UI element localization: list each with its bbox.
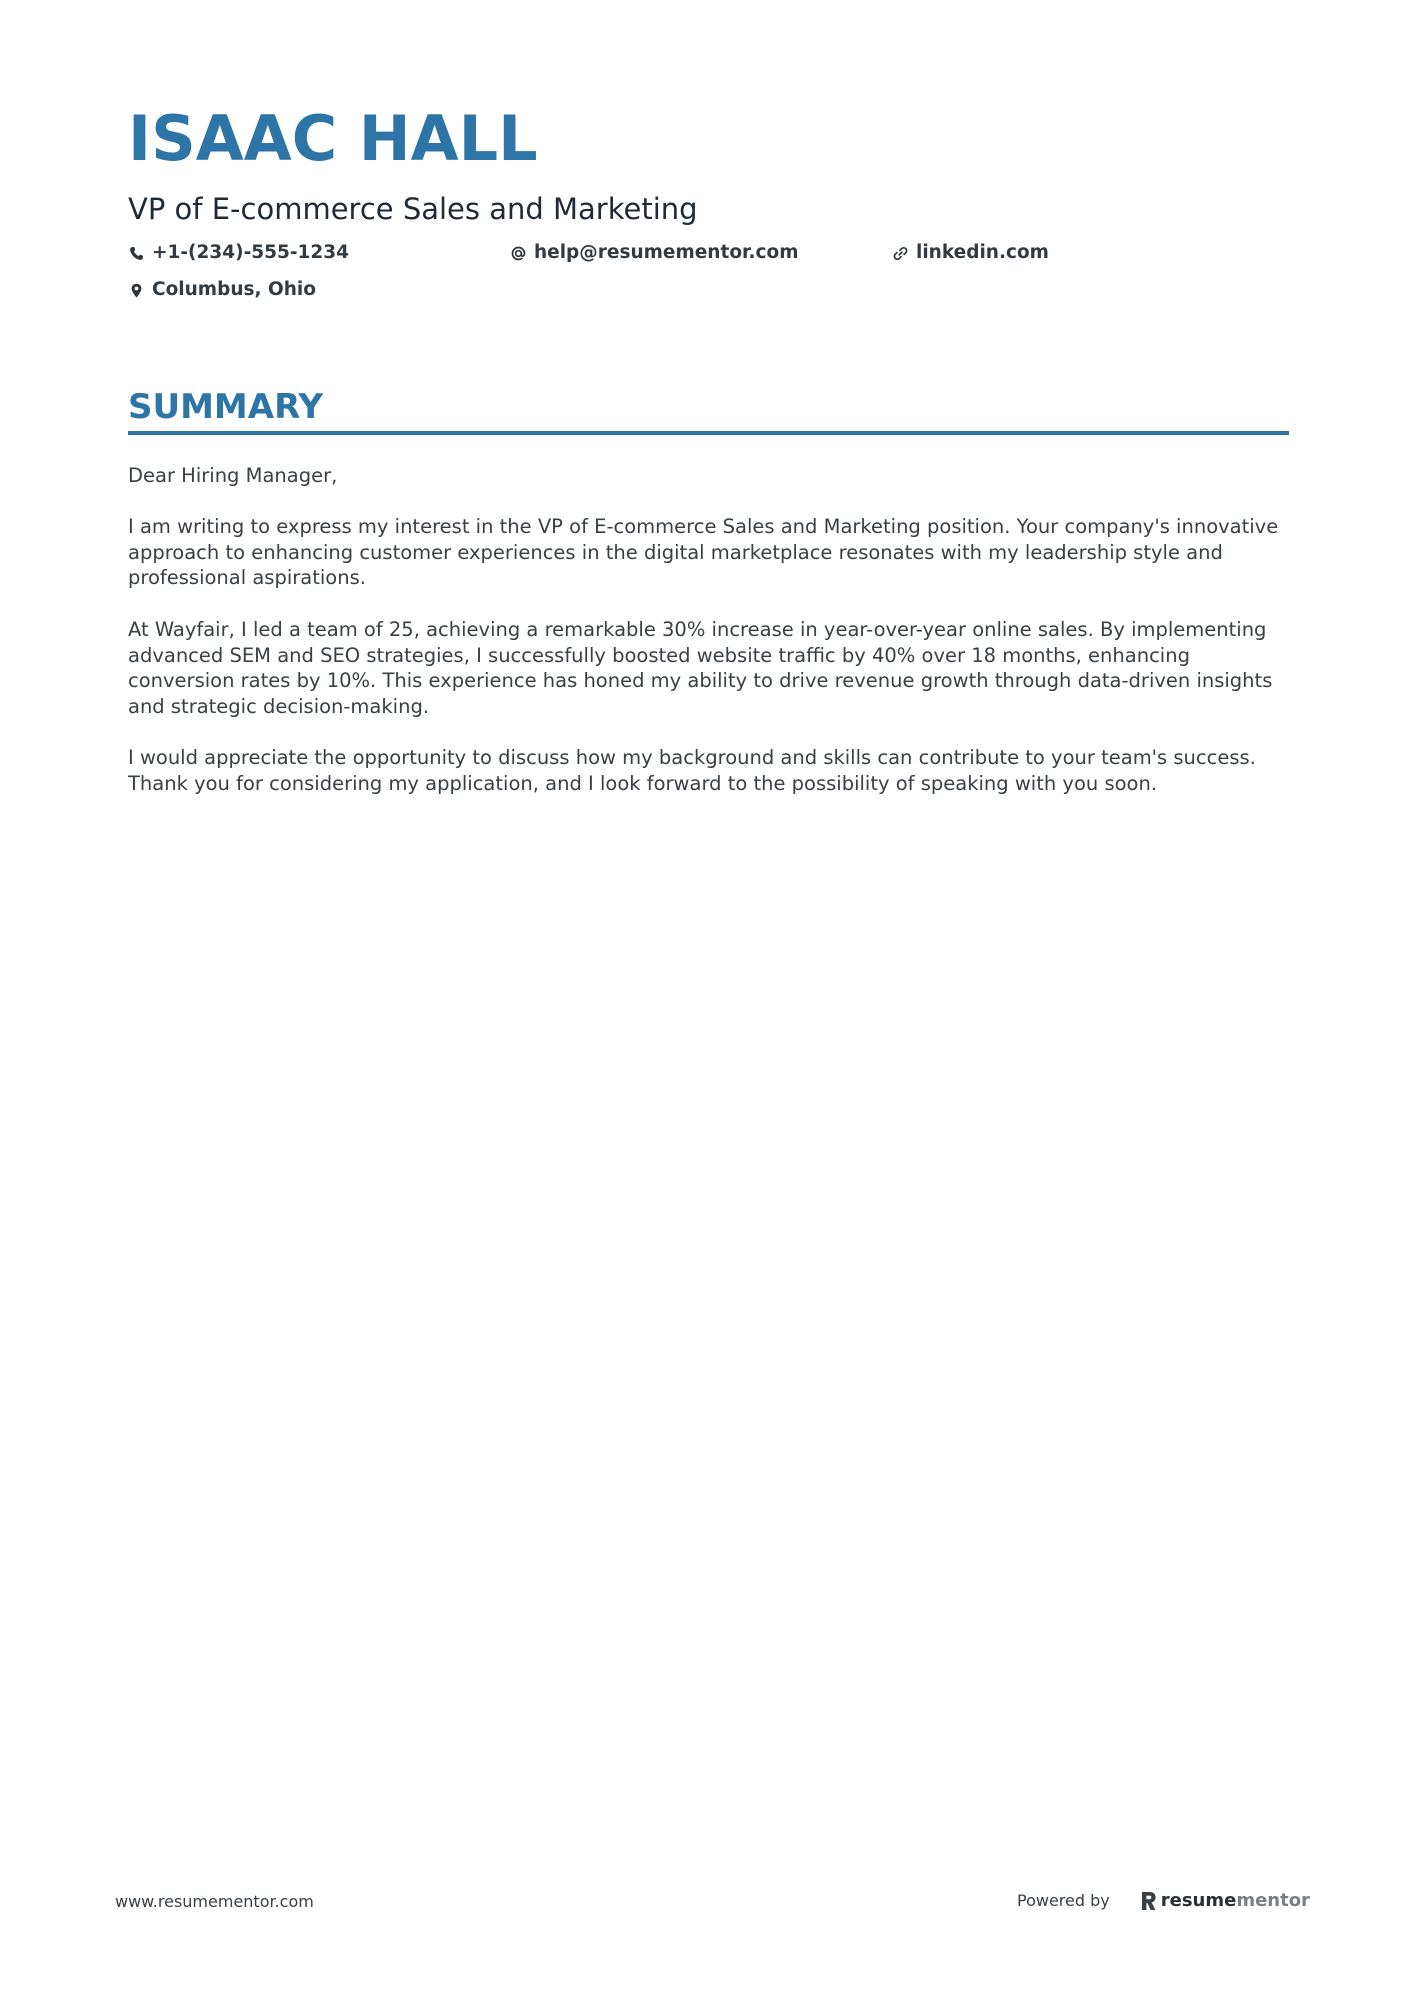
contact-email[interactable] <box>510 244 799 263</box>
brand-part-resume: resume <box>1160 1890 1237 1911</box>
link-icon <box>892 245 908 261</box>
letter-greeting: Dear Hiring Manager, <box>128 464 338 487</box>
phone-text: +1-(234)-555-1234 <box>152 242 350 263</box>
letter-paragraph: I would appreciate the opportunity to discuss how my background and skills can contribute to your team's success. Thank you for considering my application, and I look forward to the possibility of speaking with you soon. <box>128 746 1256 795</box>
location-pin-icon <box>128 282 144 298</box>
phone-icon <box>128 245 144 261</box>
summary-heading: SUMMARY <box>128 387 324 427</box>
contact-linkedin[interactable] <box>892 244 1049 263</box>
contact-location <box>128 281 316 300</box>
brand-part-mentor: mentor <box>1236 1890 1310 1911</box>
contact-phone <box>128 244 349 263</box>
resumementor-logo-icon <box>1140 1891 1157 1911</box>
linkedin-text[interactable]: linkedin.com <box>916 242 1049 263</box>
letter-paragraph: I am writing to express my interest in the VP of E-commerce Sales and Marketing position. Your company's innovative approach to enhancing customer experiences in the digital marketplace resonates with my leadership style and professional aspirations. <box>128 515 1279 590</box>
resumementor-logo[interactable] <box>1140 1891 1310 1911</box>
letter-paragraph: At Wayfair, I led a team of 25, achieving a remarkable 30% increase in year-over-year online sales. By implementing advanced SEM and SEO strategies, I successfully boosted website traffic by 40% over 18 months, enhancing conversion rates by 10%. This experience has honed my ability to drive revenue growth through data-driven insights and strategic decision-making. <box>128 618 1273 718</box>
powered-by-label: Powered by <box>1017 1891 1110 1910</box>
summary-divider <box>128 431 1289 435</box>
location-text: Columbus, Ohio <box>152 279 316 300</box>
job-title: VP of E-commerce Sales and Marketing <box>128 192 698 226</box>
footer-branding <box>1017 1891 1310 1911</box>
email-text[interactable]: help@resumementor.com <box>534 242 799 263</box>
footer-website[interactable]: www.resumementor.com <box>115 1892 314 1911</box>
resumementor-wordmark <box>1161 1892 1310 1910</box>
candidate-name: ISAAC HALL <box>128 102 538 175</box>
at-icon <box>510 245 526 261</box>
